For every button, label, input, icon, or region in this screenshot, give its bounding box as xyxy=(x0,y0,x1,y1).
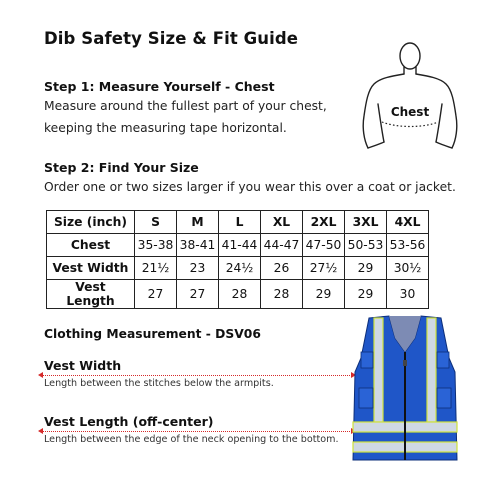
step2-instructions: Order one or two sizes larger if you wear this over a coat or jacket. xyxy=(44,180,456,194)
table-cell: 41-44 xyxy=(219,234,261,257)
table-cell: 27½ xyxy=(303,257,345,280)
table-cell: 23 xyxy=(177,257,219,280)
vest-length-arrow-line xyxy=(42,431,352,432)
table-header-cell: Size (inch) xyxy=(47,211,135,234)
table-cell: 24½ xyxy=(219,257,261,280)
safety-vest-image xyxy=(349,312,461,464)
table-cell: 50-53 xyxy=(345,234,387,257)
table-cell: 38-41 xyxy=(177,234,219,257)
table-cell: 28 xyxy=(261,280,303,309)
page-title: Dib Safety Size & Fit Guide xyxy=(44,29,299,48)
vest-width-title: Vest Width xyxy=(44,358,122,373)
table-cell: 28 xyxy=(219,280,261,309)
step1-instructions xyxy=(44,95,354,139)
size-table xyxy=(46,210,429,309)
step1-line2: keeping the measuring tape horizontal. xyxy=(44,121,287,135)
vest-length-title: Vest Length (off-center) xyxy=(44,414,214,429)
chest-label: Chest xyxy=(390,105,430,119)
table-row xyxy=(47,234,429,257)
table-row-label: Vest Length xyxy=(47,280,135,309)
table-header-cell: 4XL xyxy=(387,211,429,234)
clothing-measurement-heading: Clothing Measurement - DSV06 xyxy=(44,327,261,341)
table-cell: 30½ xyxy=(387,257,429,280)
table-cell: 53-56 xyxy=(387,234,429,257)
table-cell: 30 xyxy=(387,280,429,309)
table-header-cell: S xyxy=(135,211,177,234)
vest-length-description: Length between the edge of the neck opening to the bottom. xyxy=(44,434,339,445)
table-cell: 27 xyxy=(177,280,219,309)
step1-line1: Measure around the fullest part of your chest, xyxy=(44,99,327,113)
table-cell: 29 xyxy=(345,280,387,309)
chest-measure-line xyxy=(382,122,438,127)
table-cell: 27 xyxy=(135,280,177,309)
head-outline xyxy=(400,43,420,69)
table-cell: 47-50 xyxy=(303,234,345,257)
table-row-label: Chest xyxy=(47,234,135,257)
vest-width-arrow-line xyxy=(42,375,352,376)
person-chest-figure xyxy=(352,38,472,160)
step2-heading: Step 2: Find Your Size xyxy=(44,160,199,175)
table-row-label: Vest Width xyxy=(47,257,135,280)
table-cell: 26 xyxy=(261,257,303,280)
table-cell: 44-47 xyxy=(261,234,303,257)
table-cell: 21½ xyxy=(135,257,177,280)
table-header-cell: 3XL xyxy=(345,211,387,234)
step1-heading: Step 1: Measure Yourself - Chest xyxy=(44,79,275,94)
table-header-row xyxy=(47,211,429,234)
table-header-cell: 2XL xyxy=(303,211,345,234)
table-row xyxy=(47,280,429,309)
table-cell: 29 xyxy=(303,280,345,309)
table-header-cell: XL xyxy=(261,211,303,234)
table-header-cell: M xyxy=(177,211,219,234)
table-header-cell: L xyxy=(219,211,261,234)
vest-width-description: Length between the stitches below the armpits. xyxy=(44,378,274,389)
table-cell: 35-38 xyxy=(135,234,177,257)
table-row xyxy=(47,257,429,280)
table-cell: 29 xyxy=(345,257,387,280)
